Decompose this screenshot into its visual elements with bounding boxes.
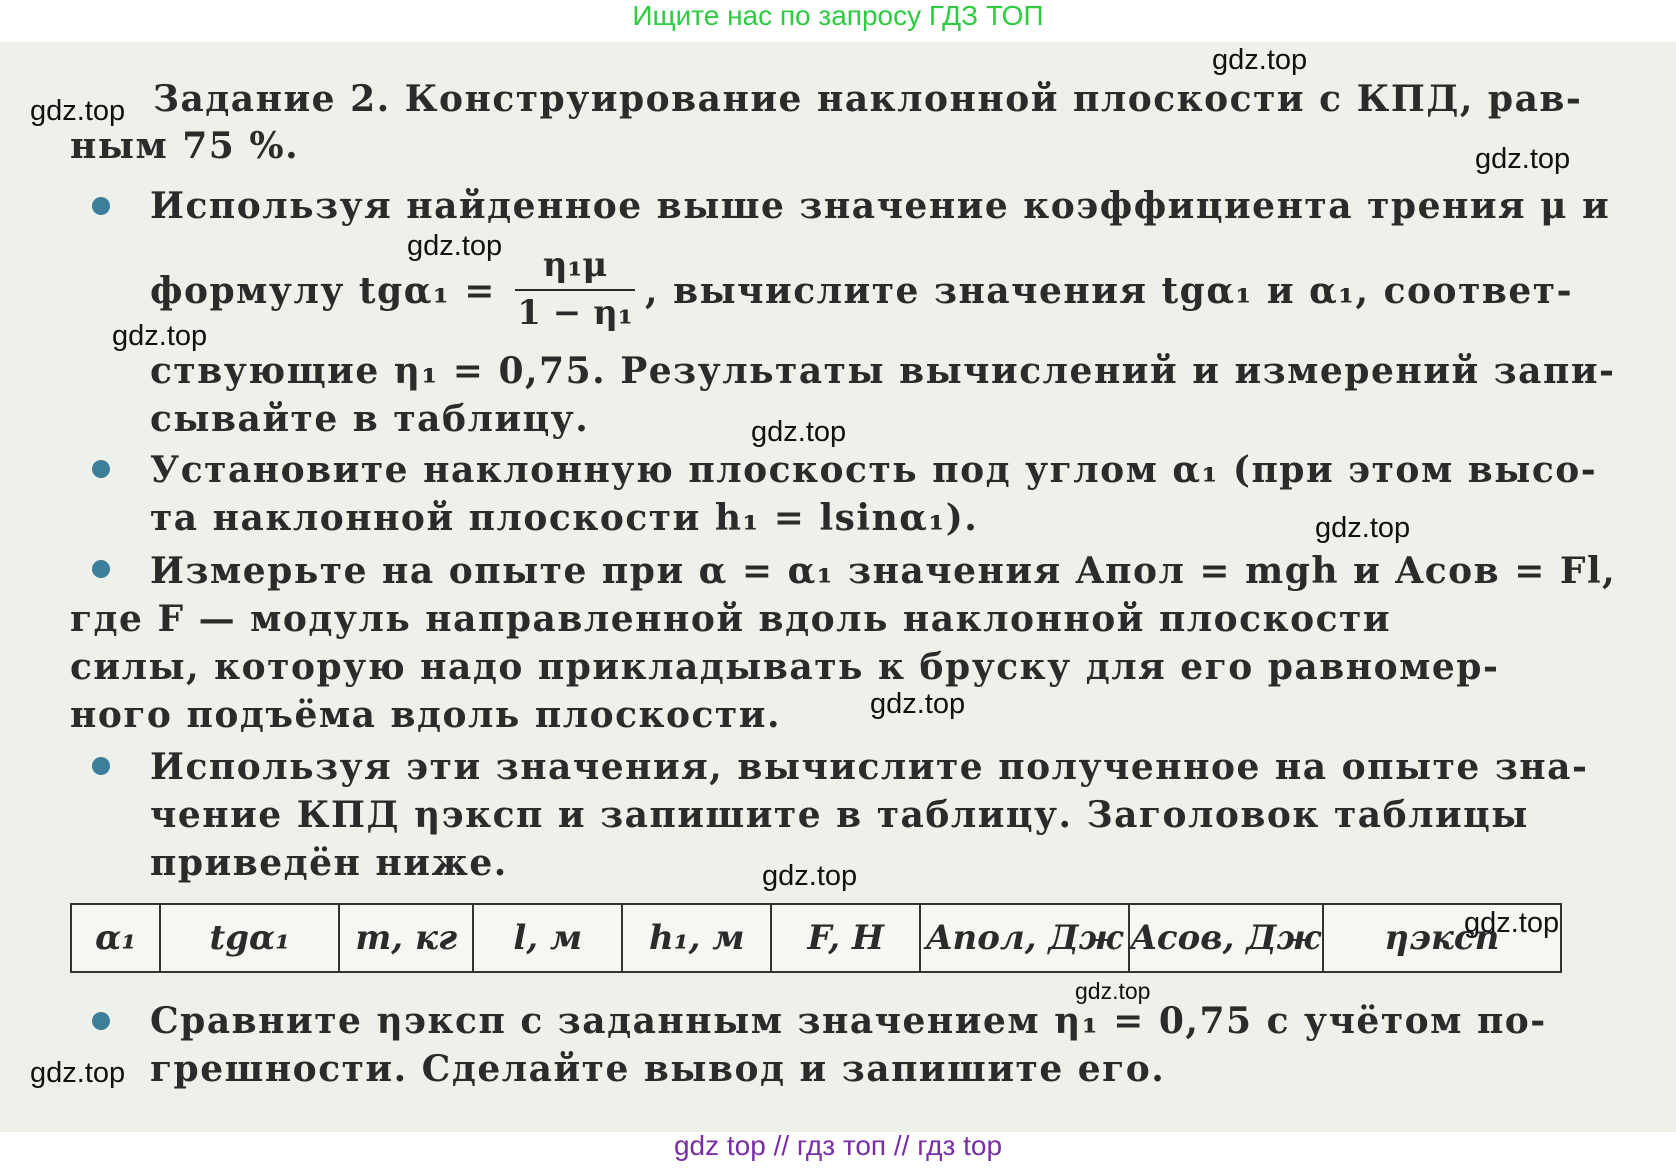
col-a-useful: Aпол, Дж [920, 904, 1129, 972]
watermark: gdz.top [1212, 44, 1308, 76]
fraction-denominator: 1 − η₁ [517, 293, 633, 333]
top-banner[interactable]: Ищите нас по запросу ГДЗ ТОП [632, 0, 1044, 31]
fraction-numerator: η₁μ [515, 245, 635, 291]
bullet3-line1: Измерьте на опыте при α = α₁ значения Aпол = mgh и Aсов = Fl, [150, 550, 1617, 592]
col-tg-alpha1: tgα₁ [160, 904, 339, 972]
task-title-line2: ным 75 %. [70, 125, 300, 167]
bullet3-line3: силы, которую надо прикладывать к бруску для его равномер- [70, 646, 1500, 688]
watermark: gdz.top [1315, 512, 1411, 544]
col-length: l, м [473, 904, 622, 972]
watermark: gdz.top [112, 320, 208, 352]
bullet-marker [92, 460, 110, 478]
bullet-marker [92, 197, 110, 215]
col-efficiency: ηэксп [1323, 904, 1561, 972]
bullet-marker [92, 757, 110, 775]
col-alpha1: α₁ [71, 904, 160, 972]
watermark: gdz.top [870, 688, 966, 720]
task-title-line1: Задание 2. Конструирование наклонной плоскости с КПД, рав- [153, 78, 1583, 120]
watermark: gdz.top [407, 230, 503, 262]
results-table-header [70, 903, 1562, 973]
watermark: gdz.top [1464, 907, 1560, 939]
bottom-banner[interactable]: gdz top // гдз топ // гдз top [673, 1130, 1003, 1161]
watermark: gdz.top [30, 1057, 126, 1089]
watermark: gdz.top [1475, 143, 1571, 175]
col-mass: m, кг [339, 904, 473, 972]
formula-fraction [515, 245, 635, 333]
watermark: gdz.top [1075, 978, 1151, 1004]
watermark: gdz.top [30, 95, 126, 127]
bullet1-line3: ствующие η₁ = 0,75. Результаты вычислений и измерений запи- [150, 350, 1616, 392]
bullet3-line4: ного подъёма вдоль плоскости. [70, 694, 781, 736]
bullet1-line4: сывайте в таблицу. [150, 398, 590, 440]
bullet-marker [92, 560, 110, 578]
col-a-total: Aсов, Дж [1129, 904, 1323, 972]
bullet1-formula-left: формулу tgα₁ = [150, 270, 496, 312]
bullet-marker [92, 1012, 110, 1030]
watermark: gdz.top [751, 416, 847, 448]
bullet2-line2: та наклонной плоскости h₁ = lsinα₁). [150, 497, 979, 539]
watermark: gdz.top [762, 860, 858, 892]
bullet1-line1: Используя найденное выше значение коэффициента трения μ и [150, 185, 1611, 227]
bullet3-line2: где F — модуль направленной вдоль наклонной плоскости [70, 598, 1392, 640]
bullet4-line1: Используя эти значения, вычислите полученное на опыте зна- [150, 746, 1589, 788]
col-force: F, Н [771, 904, 920, 972]
bullet4-line3: приведён ниже. [150, 842, 508, 884]
bullet1-line2-right: , вычислите значения tgα₁ и α₁, соответ- [645, 270, 1574, 312]
bullet4-line2: чение КПД ηэксп и запишите в таблицу. Заголовок таблицы [150, 794, 1529, 836]
bullet5-line2: грешности. Сделайте вывод и запишите его. [150, 1048, 1166, 1090]
col-height: h₁, м [622, 904, 771, 972]
bullet5-line1: Сравните ηэксп с заданным значением η₁ = 0,75 с учётом по- [150, 1000, 1547, 1042]
bullet2-line1: Установите наклонную плоскость под углом α₁ (при этом высо- [150, 449, 1598, 491]
